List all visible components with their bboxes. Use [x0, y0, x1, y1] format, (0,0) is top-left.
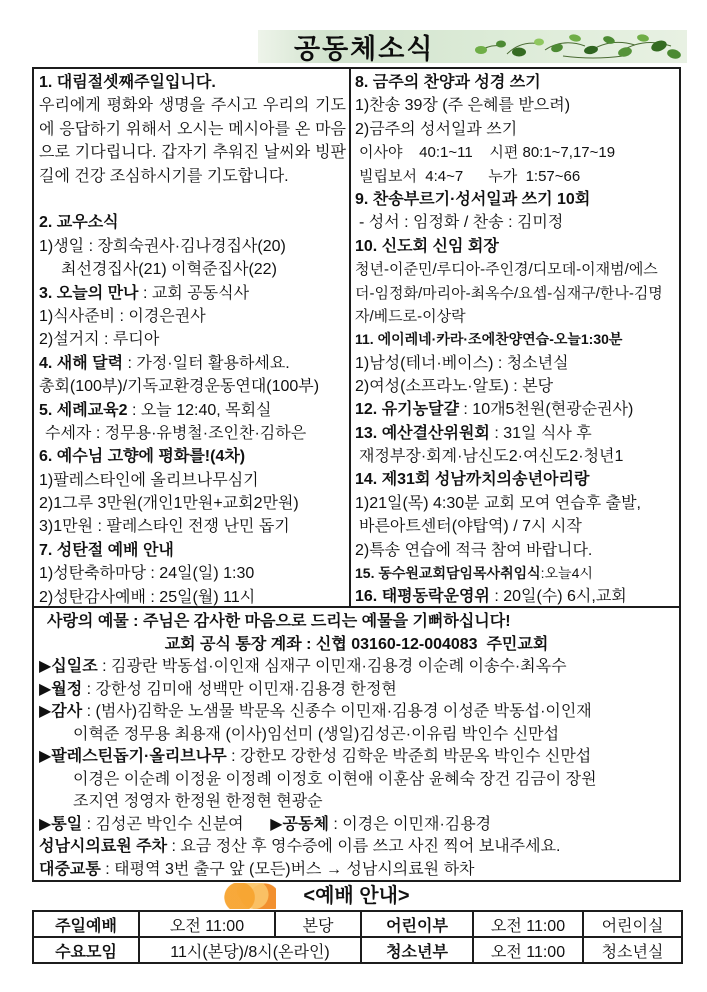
- text-line: [355, 165, 677, 188]
- bold-text: 4. 새해 달력: [39, 354, 124, 372]
- regular-text: :오늘4시: [540, 565, 593, 582]
- schedule-row: [33, 911, 682, 937]
- schedule-value-cell: 11시(본당)/8시(온라인): [139, 937, 361, 963]
- regular-text: 1)생일 : 장희숙권사·김나경집사(20): [39, 237, 286, 255]
- text-line: [39, 814, 674, 837]
- worship-schedule: [32, 910, 681, 964]
- regular-text: 수세자 : 정무용·유병철·조인찬·김하은: [45, 424, 307, 442]
- text-line: [39, 399, 346, 422]
- bold-text: 10. 신도회 신임 회장: [355, 237, 499, 255]
- bold-text: 8. 금주의 찬양과 성경 쓰기: [355, 74, 541, 91]
- text-line: [355, 422, 677, 445]
- bold-text: 교회 공식 통장 계좌 : 신협 03160-12-004083 주민교회: [164, 635, 549, 653]
- regular-text: : 이경은 이민재·김용경: [328, 815, 492, 833]
- bold-text: 7. 성탄절 예배 안내: [39, 541, 174, 559]
- text-line: [39, 352, 346, 375]
- schedule-value-cell: 오전 11:00: [473, 911, 583, 937]
- regular-text: 우리에게 평화와 생명을 주시고 우리의 기도에 응답하기 위해서 오시는 메시아를 온 마음으로 기다립니다. 갑자기 추워진 날씨와 빙판길에 건강 조심하시기를 기도합니다.: [39, 97, 346, 185]
- regular-text: 2)설거지 : 루디아: [39, 331, 160, 349]
- bold-text: 16. 태평동락운영위: [355, 588, 490, 606]
- regular-text: : 김광란 박동섭·이인재 심재구 이민재·김용경 이순례 이송수·최옥수: [97, 658, 567, 676]
- regular-text: : 20일(수) 6시,교회: [489, 588, 627, 606]
- text-line: [39, 469, 346, 492]
- orange-flower-icon: [224, 883, 276, 909]
- text-line: [39, 375, 346, 398]
- regular-text: 이혁준 정무용 최용재 (이사)임선미 (생일)김성곤·이유림 박인수 신만섭: [73, 725, 560, 743]
- regular-text: 2)여성(소프라노·알토) : 본당: [355, 377, 554, 395]
- bold-text: 사랑의 예물 : 주님은 감사한 마음으로 드리는 예물을 기뻐하십니다!: [47, 613, 511, 630]
- regular-text: 1)21일(목) 4:30분 교회 모여 연습후 출발,: [355, 494, 641, 512]
- regular-text: 총회(100부)/기독교환경운동연대(100부): [39, 378, 320, 396]
- regular-text: : 강한모 강한성 김학운 박준희 박문옥 박인수 신만섭: [226, 748, 592, 766]
- text-line: [39, 235, 346, 258]
- text-line: [39, 791, 674, 814]
- bold-text: ▶통일: [39, 815, 83, 833]
- text-line: [355, 71, 677, 94]
- bold-text: 대중교통: [39, 861, 101, 879]
- worship-schedule-table: [32, 910, 683, 964]
- text-line: [355, 94, 677, 117]
- text-line: [355, 585, 677, 606]
- notices-left-column: [34, 69, 349, 606]
- bold-text: ▶공동체: [270, 815, 329, 833]
- notices-box: [32, 67, 681, 608]
- regular-text: : 오늘 12:40, 목회실: [127, 401, 272, 419]
- text-line: [39, 445, 346, 468]
- text-line: [355, 515, 677, 538]
- regular-text: 청년-이준민/루디아-주인경/디모데-이재범/에스더-임정화/마리아-최옥수/요셉-심재구/한나-김명자/베드로-이상락: [355, 261, 663, 325]
- bold-text: 2. 교우소식: [39, 214, 119, 232]
- schedule-value-cell: 어린이실: [583, 911, 682, 937]
- schedule-value-cell: 청소년실: [583, 937, 682, 963]
- regular-text: : 31일 식사 후: [489, 424, 592, 442]
- regular-text: 이경은 이순례 이정윤 이정례 이정호 이현애 이훈삼 윤혜숙 장건 김금이 장원: [73, 770, 597, 788]
- text-line: [39, 492, 346, 515]
- regular-text: 2)특송 연습에 적극 참여 바랍니다.: [355, 541, 593, 559]
- schedule-label-cell: 수요모임: [33, 937, 139, 963]
- text-line: [355, 539, 677, 562]
- text-line: [39, 282, 346, 305]
- regular-text: : 요금 정산 후 영수증에 이름 쓰고 사진 찍어 보내주세요.: [167, 838, 561, 856]
- offering-box: [32, 606, 681, 882]
- schedule-value-cell: 오전 11:00: [139, 911, 275, 937]
- text-line: [39, 701, 674, 724]
- bold-text: 5. 세례교육2: [39, 401, 128, 419]
- text-line: [39, 769, 674, 792]
- schedule-label-cell: 주일예배: [33, 911, 139, 937]
- text-line: [355, 375, 677, 398]
- text-line: [355, 398, 677, 421]
- regular-text: 최선경집사(21) 이혁준집사(22): [61, 261, 277, 279]
- bold-text: ▶감사: [39, 703, 83, 721]
- bold-text: 13. 예산결산위원회: [355, 424, 490, 442]
- regular-text: 빌립보서 4:4~7 누가 1:57~66: [359, 167, 581, 185]
- text-line: [39, 724, 674, 747]
- regular-text: : 가정·일터 활용하세요.: [123, 354, 290, 372]
- regular-text: : 태평역 3번 출구 앞 (모든)버스 → 성남시의료원 하차: [100, 861, 475, 879]
- text-line: [355, 118, 677, 141]
- schedule-label-cell: 청소년부: [361, 937, 473, 963]
- regular-text: : 10개5천원(현광순권사): [458, 401, 634, 419]
- regular-text: 2)1그루 3만원(개인1만원+교회2만원): [39, 495, 299, 513]
- page-title: 공동체소식: [294, 34, 435, 64]
- bold-text: 성남시의료원 주차: [39, 838, 168, 856]
- regular-text: 이사야 40:1~11 시편 80:1~7,17~19: [359, 144, 616, 162]
- bold-text: 9. 찬송부르기·성서일과 쓰기 10회: [355, 190, 591, 208]
- text-line: [355, 188, 677, 211]
- bold-text: 15. 동수원교회담임목사취임식: [355, 565, 541, 582]
- regular-text: : 교회 공동식사: [138, 284, 250, 302]
- schedule-label-cell: 어린이부: [361, 911, 473, 937]
- text-line: [355, 141, 677, 164]
- text-line: [39, 258, 346, 281]
- regular-text: 조지연 정영자 한정원 한정현 현광순: [73, 793, 323, 811]
- text-line: [39, 211, 346, 234]
- text-line: [355, 352, 677, 375]
- regular-text: 1)찬송 39장 (주 은혜를 받으려): [355, 97, 571, 115]
- bold-text: ▶십일조: [39, 658, 98, 676]
- text-line: [39, 634, 674, 657]
- title-band: [258, 30, 687, 63]
- text-line: [355, 235, 677, 258]
- text-line: [39, 836, 674, 859]
- text-line: [39, 328, 346, 351]
- text-line: [355, 492, 677, 515]
- text-line: [39, 679, 674, 702]
- regular-text: 2)금주의 성서일과 쓰기: [355, 120, 518, 138]
- seedling-leaves-icon: [467, 28, 685, 69]
- schedule-value-cell: 오전 11:00: [473, 937, 583, 963]
- bold-text: 12. 유기농달걀: [355, 401, 459, 419]
- text-line: [39, 515, 346, 538]
- text-line: [39, 562, 346, 585]
- text-line: [355, 562, 677, 585]
- bold-text: 1. 대림절셋째주일입니다.: [39, 74, 216, 91]
- schedule-value-cell: 본당: [275, 911, 361, 937]
- bold-text: ▶팔레스틴돕기·올리브나무: [39, 748, 227, 766]
- text-line: [39, 94, 346, 211]
- text-line: [39, 746, 674, 769]
- text-line: [39, 422, 346, 445]
- text-line: [39, 656, 674, 679]
- regular-text: 3)1만원 : 팔레스타인 전쟁 난민 돕기: [39, 518, 290, 536]
- bold-text: ▶월정: [39, 680, 83, 698]
- text-line: [39, 305, 346, 328]
- regular-text: : 김성곤 박인수 신분여: [82, 815, 271, 833]
- text-line: [355, 211, 677, 234]
- bold-text: 14. 제31회 성남까치의송년아리랑: [355, 471, 590, 489]
- regular-text: 1)팔레스타인에 올리브나무심기: [39, 471, 259, 489]
- text-line: [355, 258, 677, 328]
- text-line: [39, 586, 346, 606]
- regular-text: 1)식사준비 : 이경은권사: [39, 307, 206, 325]
- regular-text: : (범사)김학운 노샘물 박문옥 신종수 이민재·김용경 이성준 박동섭·이인재: [82, 703, 592, 721]
- bold-text: 6. 예수님 고향에 평화를!(4차): [39, 448, 246, 466]
- bold-text: 3. 오늘의 만나: [39, 284, 139, 302]
- text-line: [355, 468, 677, 491]
- bold-text: 11. 에이레네·카라·조에찬양연습-오늘1:30분: [355, 331, 623, 348]
- regular-text: : 강한성 김미애 성백만 이민재·김용경 한정현: [82, 680, 397, 698]
- schedule-row: [33, 937, 682, 963]
- text-line: [39, 539, 346, 562]
- text-line: [39, 611, 674, 634]
- regular-text: 1)성탄축하마당 : 24일(일) 1:30: [39, 565, 255, 583]
- worship-guide-title: <예배 안내>: [303, 885, 410, 907]
- notices-right-column: [349, 69, 679, 606]
- regular-text: 2)성탄감사예배 : 25일(월) 11시: [39, 588, 256, 606]
- regular-text: 1)남성(테너·베이스) : 청소년실: [355, 354, 569, 372]
- regular-text: 재정부장·회계·남신도2·여신도2·청년1: [359, 448, 624, 466]
- text-line: [39, 859, 674, 882]
- regular-text: 바른아트센터(야탑역) / 7시 시작: [359, 518, 582, 536]
- worship-guide-header: [32, 882, 681, 910]
- text-line: [39, 71, 346, 94]
- text-line: [355, 328, 677, 351]
- text-line: [355, 445, 677, 468]
- regular-text: - 성서 : 임정화 / 찬송 : 김미정: [359, 214, 564, 232]
